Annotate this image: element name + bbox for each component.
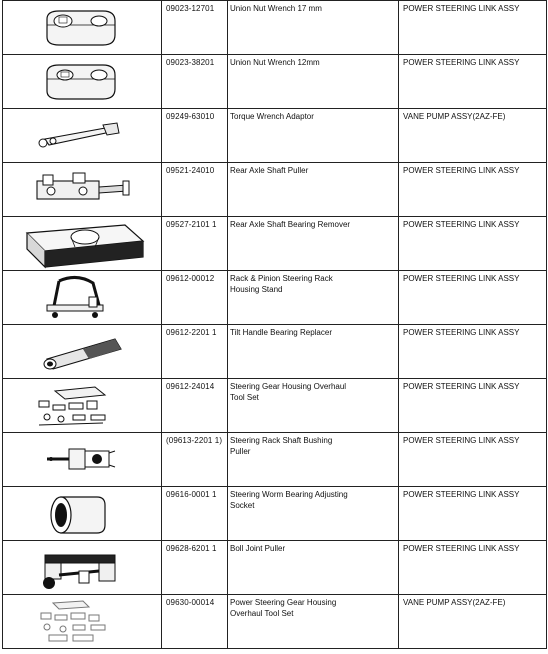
part-number-cell xyxy=(162,541,228,595)
axle-shaft-puller-icon xyxy=(3,163,159,215)
tool-name: Union Nut Wrench 12mm xyxy=(230,58,320,67)
part-number-cell xyxy=(162,595,228,649)
tool-image-cell xyxy=(3,541,162,595)
table-row xyxy=(3,163,547,217)
table-row xyxy=(3,325,547,379)
table-row xyxy=(3,271,547,325)
part-number-cell xyxy=(162,217,228,271)
tool-name: Rear Axle Shaft Bearing Remover xyxy=(230,220,351,229)
tool-image-cell xyxy=(3,271,162,325)
part-number: 09630-00014 xyxy=(166,598,215,607)
assembly-name: VANE PUMP ASSY(2AZ-FE) xyxy=(403,112,506,121)
tool-name-cell xyxy=(228,433,399,487)
assembly-name: POWER STEERING LINK ASSY xyxy=(403,274,520,283)
part-number: 09616-0001 1 xyxy=(166,490,217,499)
part-number: 09612-2201 1 xyxy=(166,328,217,337)
bearing-replacer-icon xyxy=(3,325,159,377)
tool-image-cell xyxy=(3,217,162,271)
assembly-cell xyxy=(399,1,547,55)
tool-name: Rear Axle Shaft Puller xyxy=(230,166,309,175)
assembly-cell xyxy=(399,109,547,163)
tool-name-cell xyxy=(228,55,399,109)
assembly-name: VANE PUMP ASSY(2AZ-FE) xyxy=(403,598,506,607)
tool-name: Tilt Handle Bearing Replacer xyxy=(230,328,332,337)
assembly-name: POWER STEERING LINK ASSY xyxy=(403,166,520,175)
part-number-cell xyxy=(162,433,228,487)
assembly-name: POWER STEERING LINK ASSY xyxy=(403,58,520,67)
table-row xyxy=(3,379,547,433)
union-nut-wrench-icon xyxy=(3,1,159,53)
housing-stand-icon xyxy=(3,271,159,323)
tool-image-cell xyxy=(3,595,162,649)
assembly-name: POWER STEERING LINK ASSY xyxy=(403,544,520,553)
assembly-name: POWER STEERING LINK ASSY xyxy=(403,436,520,445)
part-number-cell xyxy=(162,55,228,109)
part-number-cell xyxy=(162,1,228,55)
tool-name: Steering Rack Shaft Bushing Puller xyxy=(230,436,333,456)
assembly-name: POWER STEERING LINK ASSY xyxy=(403,382,520,391)
tool-set-icon xyxy=(3,595,159,647)
tool-name-cell xyxy=(228,217,399,271)
part-number-cell xyxy=(162,109,228,163)
table-row xyxy=(3,217,547,271)
assembly-cell xyxy=(399,271,547,325)
tool-name: Union Nut Wrench 17 mm xyxy=(230,4,322,13)
assembly-name: POWER STEERING LINK ASSY xyxy=(403,328,520,337)
tool-name-cell xyxy=(228,541,399,595)
part-number: 09527-2101 1 xyxy=(166,220,217,229)
part-number: 09023-38201 xyxy=(166,58,215,67)
table-row xyxy=(3,433,547,487)
tool-name-cell xyxy=(228,379,399,433)
assembly-cell xyxy=(399,55,547,109)
part-number: (09613-2201 1) xyxy=(166,436,223,445)
assembly-name: POWER STEERING LINK ASSY xyxy=(403,220,520,229)
tool-image-cell xyxy=(3,109,162,163)
tool-image-cell xyxy=(3,379,162,433)
assembly-cell xyxy=(399,487,547,541)
tool-name: Boll Joint Puller xyxy=(230,544,286,553)
table-row xyxy=(3,595,547,649)
assembly-name: POWER STEERING LINK ASSY xyxy=(403,490,520,499)
bearing-remover-icon xyxy=(3,217,159,269)
tool-image-cell xyxy=(3,1,162,55)
tool-name-cell xyxy=(228,109,399,163)
part-number-cell xyxy=(162,163,228,217)
table-row xyxy=(3,55,547,109)
part-number: 09023-12701 xyxy=(166,4,215,13)
tool-name-cell xyxy=(228,325,399,379)
part-number-cell xyxy=(162,487,228,541)
part-number: 09249-63010 xyxy=(166,112,215,121)
special-tools-table xyxy=(2,0,547,649)
table-row xyxy=(3,109,547,163)
tool-set-icon xyxy=(3,379,159,431)
tool-name: Steering Gear Housing Overhaul Tool Set xyxy=(230,382,347,402)
assembly-cell xyxy=(399,325,547,379)
tool-name-cell xyxy=(228,595,399,649)
tool-name-cell xyxy=(228,1,399,55)
part-number: 09521-24010 xyxy=(166,166,215,175)
tool-image-cell xyxy=(3,433,162,487)
tool-image-cell xyxy=(3,325,162,379)
tool-image-cell xyxy=(3,163,162,217)
bushing-puller-icon xyxy=(3,433,159,485)
tool-image-cell xyxy=(3,55,162,109)
part-number: 09628-6201 1 xyxy=(166,544,217,553)
part-number: 09612-24014 xyxy=(166,382,215,391)
assembly-name: POWER STEERING LINK ASSY xyxy=(403,4,520,13)
tool-name-cell xyxy=(228,487,399,541)
table-row xyxy=(3,1,547,55)
assembly-cell xyxy=(399,541,547,595)
tool-name: Torque Wrench Adaptor xyxy=(230,112,314,121)
torque-wrench-adaptor-icon xyxy=(3,109,159,161)
ball-joint-puller-icon xyxy=(3,541,159,593)
part-number-cell xyxy=(162,379,228,433)
part-number-cell xyxy=(162,271,228,325)
tool-image-cell xyxy=(3,487,162,541)
assembly-cell xyxy=(399,433,547,487)
assembly-cell xyxy=(399,217,547,271)
adjusting-socket-icon xyxy=(3,487,159,539)
assembly-cell xyxy=(399,595,547,649)
part-number: 09612-00012 xyxy=(166,274,215,283)
tool-name-cell xyxy=(228,163,399,217)
tool-name: Steering Worm Bearing Adjusting Socket xyxy=(230,490,348,510)
part-number-cell xyxy=(162,325,228,379)
table-row xyxy=(3,487,547,541)
table-row xyxy=(3,541,547,595)
union-nut-wrench-icon xyxy=(3,55,159,107)
assembly-cell xyxy=(399,163,547,217)
tool-name-cell xyxy=(228,271,399,325)
tool-name: Power Steering Gear Housing Overhaul Tool Set xyxy=(230,598,337,618)
assembly-cell xyxy=(399,379,547,433)
tool-name: Rack & Pinion Steering Rack Housing Stand xyxy=(230,274,333,294)
